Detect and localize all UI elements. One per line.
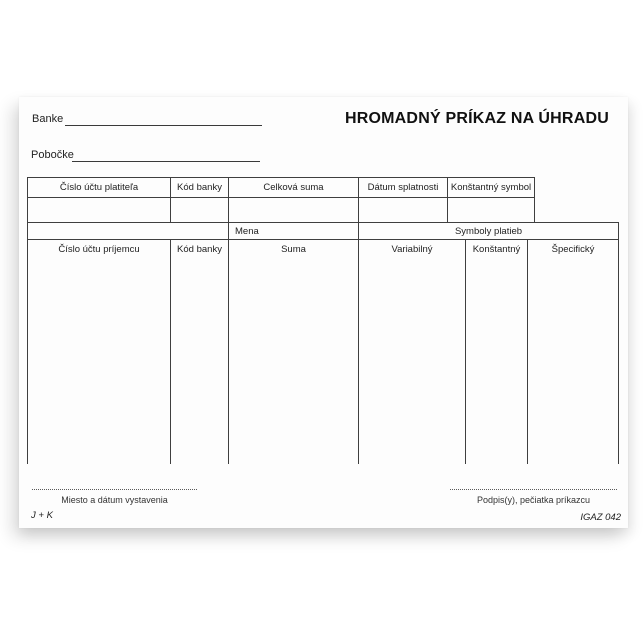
payment-symbols-label-cell: Symboly platieb bbox=[358, 223, 618, 239]
payer-header-constant-symbol: Konštantný symbol bbox=[447, 178, 534, 197]
payee-header-row bbox=[27, 239, 619, 259]
place-date-dotted-line bbox=[32, 489, 197, 490]
form-code: IGAZ 042 bbox=[580, 512, 621, 523]
payee-body-constant-column bbox=[465, 258, 527, 464]
payee-body-specific-column bbox=[527, 258, 618, 464]
payer-header-account: Číslo účtu platiteľa bbox=[59, 182, 139, 193]
signature-label: Podpis(y), pečiatka príkazcu bbox=[476, 495, 591, 505]
currency-symbols-row bbox=[27, 222, 619, 240]
payee-header-account: Číslo účtu príjemcu bbox=[58, 243, 140, 255]
payee-body-amount-column bbox=[228, 258, 358, 464]
payer-bank-code-cell bbox=[170, 198, 228, 222]
payee-header-bank-code: Kód banky bbox=[170, 240, 228, 258]
signature-dotted-line bbox=[450, 489, 617, 490]
bank-label: Banke bbox=[32, 113, 64, 125]
payee-body-columns bbox=[27, 258, 619, 464]
payee-header-specific-symbol: Špecifický bbox=[527, 240, 618, 258]
payer-header-row bbox=[27, 177, 535, 198]
payer-constant-symbol-cell bbox=[447, 198, 534, 222]
payer-header-bank-code: Kód banky bbox=[170, 178, 228, 197]
payer-entry-row bbox=[27, 197, 535, 223]
form-title: HROMADNÝ PRÍKAZ NA ÚHRADU bbox=[345, 110, 609, 127]
payer-header-total: Celková suma bbox=[228, 178, 358, 197]
bank-fill-line bbox=[65, 125, 262, 126]
maker-mark: J + K bbox=[31, 510, 53, 521]
form-sheet bbox=[19, 97, 628, 528]
payee-header-constant-symbol: Konštantný bbox=[465, 240, 527, 258]
payer-account-cell bbox=[28, 198, 170, 222]
branch-label: Pobočke bbox=[31, 149, 74, 161]
payer-header-due-date: Dátum splatnosti bbox=[358, 178, 447, 197]
payee-body-bank-code-column bbox=[170, 258, 228, 464]
payee-body-account-column bbox=[28, 258, 170, 464]
branch-fill-line bbox=[72, 161, 260, 162]
currency-spacer-cell bbox=[28, 223, 228, 239]
currency-label-cell: Mena bbox=[228, 223, 358, 239]
payer-due-date-cell bbox=[358, 198, 447, 222]
payee-header-amount: Suma bbox=[228, 240, 358, 258]
payer-total-cell bbox=[228, 198, 358, 222]
payee-body-variable-column bbox=[358, 258, 465, 464]
payee-header-variable-symbol: Variabilný bbox=[358, 240, 465, 258]
place-date-label: Miesto a dátum vystavenia bbox=[61, 495, 168, 505]
